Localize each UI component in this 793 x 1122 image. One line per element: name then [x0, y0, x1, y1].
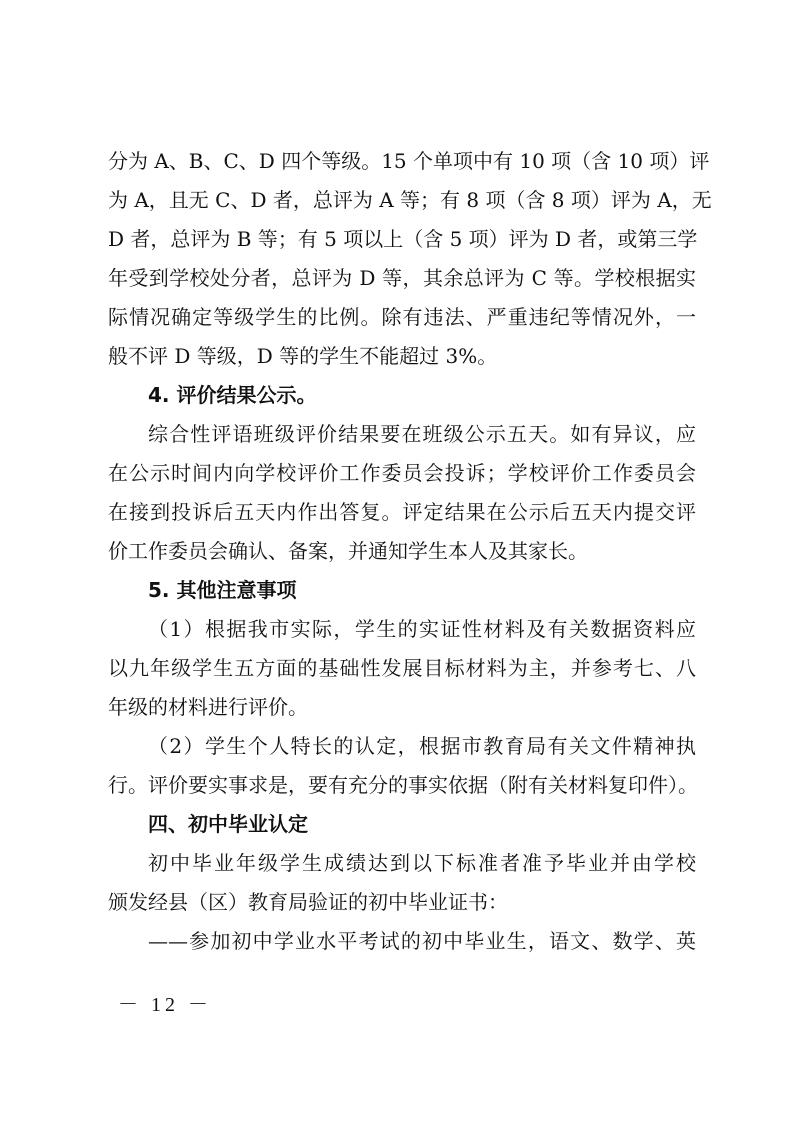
paragraph-line: 分为 A、B、C、D 四个等级。15 个单项中有 10 项（含 10 项）评	[108, 149, 710, 173]
paragraph-line: 综合性评语班级评价结果要在班级公示五天。如有异议，应	[148, 422, 696, 446]
paragraph-line: （1）根据我市实际，学生的实证性材料及有关数据资料应	[148, 617, 696, 641]
paragraph-line: 以九年级学生五方面的基础性发展目标材料为主，并参考七、八	[108, 656, 696, 680]
section-heading-5: 5. 其他注意事项	[148, 578, 297, 602]
paragraph-line: ——参加初中学业水平考试的初中毕业生，语文、数学、英	[148, 929, 696, 953]
paragraph-line: 在公示时间内向学校评价工作委员会投诉；学校评价工作委员会	[108, 461, 696, 485]
paragraph-line: 价工作委员会确认、备案，并通知学生本人及其家长。	[108, 539, 588, 563]
paragraph-line: 颁发经县（区）教育局验证的初中毕业证书：	[108, 890, 508, 914]
page-number: － 12 －	[118, 994, 212, 1016]
paragraph-line: 在接到投诉后五天内作出答复。评定结果在公示后五天内提交评	[108, 500, 696, 524]
paragraph-line: 年级的材料进行评价。	[108, 695, 308, 719]
paragraph-line: 年受到学校处分者，总评为 D 等，其余总评为 C 等。学校根据实	[108, 266, 696, 290]
section-heading-graduation: 四、初中毕业认定	[148, 812, 308, 836]
paragraph-line: 为 A，且无 C、D 者，总评为 A 等；有 8 项（含 8 项）评为 A，无	[108, 188, 712, 212]
paragraph-line: 初中毕业年级学生成绩达到以下标准者准予毕业并由学校	[148, 851, 696, 875]
paragraph-line: 般不评 D 等级，D 等的学生不能超过 3%。	[108, 344, 498, 368]
paragraph-line: 行。评价要实事求是，要有充分的事实依据（附有关材料复印件）。	[108, 773, 698, 797]
section-heading-4: 4. 评价结果公示。	[148, 383, 317, 407]
paragraph-line: D 者，总评为 B 等；有 5 项以上（含 5 项）评为 D 者，或第三学	[108, 227, 698, 251]
paragraph-line: 际情况确定等级学生的比例。除有违法、严重违纪等情况外，一	[108, 305, 696, 329]
paragraph-line: （2）学生个人特长的认定，根据市教育局有关文件精神执	[148, 734, 696, 758]
